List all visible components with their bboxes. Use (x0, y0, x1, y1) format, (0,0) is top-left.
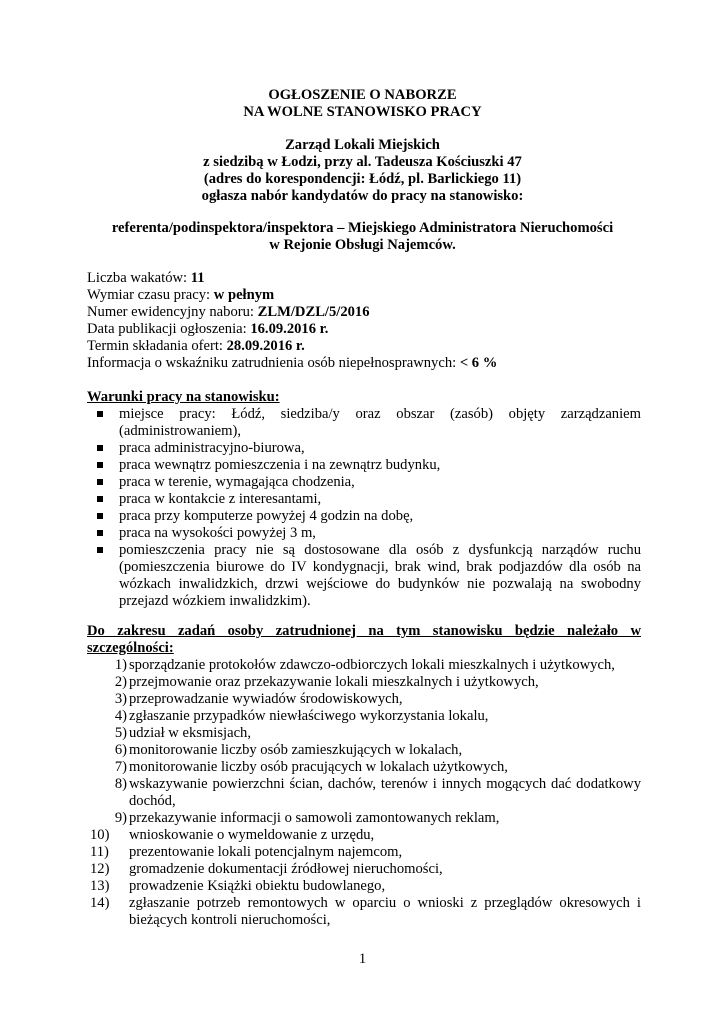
list-item (87, 674, 641, 691)
list-item-text: gromadzenie dokumentacji źródłowej nieruchomości, (129, 861, 443, 877)
item-number: 13) (90, 878, 110, 894)
square-bullet-icon (97, 513, 103, 519)
list-item-text: prezentowanie lokali potencjalnym najemcom, (129, 844, 403, 860)
list-item (87, 895, 641, 929)
conditions-list (87, 406, 641, 610)
list-item (87, 742, 641, 759)
list-item (87, 878, 641, 895)
info-row-vacancies (87, 270, 647, 287)
list-item (87, 491, 641, 508)
list-item (87, 406, 641, 440)
square-bullet-icon (97, 479, 103, 485)
list-item-text: prowadzenie Książki obiektu budowlanego, (129, 878, 386, 894)
info-value: 16.09.2016 r. (250, 321, 329, 337)
info-value: < 6 % (459, 355, 498, 371)
item-number: 7) (114, 759, 127, 775)
square-bullet-icon (97, 445, 103, 451)
info-value: 28.09.2016 r. (226, 338, 305, 354)
item-number: 14) (90, 895, 110, 911)
list-item (87, 759, 641, 776)
list-item (87, 457, 641, 474)
info-value: w pełnym (213, 287, 275, 303)
square-bullet-icon (97, 547, 103, 553)
list-item-text: monitorowanie liczby osób pracujących w lokalach użytkowych, (129, 759, 508, 775)
info-label: Liczba wakatów: (87, 270, 191, 286)
list-item (87, 508, 641, 525)
item-number: 1) (114, 657, 127, 673)
item-number: 11) (90, 844, 109, 860)
list-item-text: wskazywanie powierzchni ścian, dachów, terenów i innych mogących dać dodatkowy dochód, (129, 776, 641, 809)
list-item-text: przeprowadzanie wywiadów środowiskowych, (129, 691, 403, 707)
list-item-text: praca administracyjno-biurowa, (119, 440, 305, 456)
list-item (87, 810, 641, 827)
list-item (87, 844, 641, 861)
list-item-text: praca wewnątrz pomieszczenia i na zewnątrz budynku, (119, 457, 441, 473)
list-item-text: praca w kontakcie z interesantami, (119, 491, 322, 507)
position-title (60, 220, 665, 254)
info-row-publication-date (87, 321, 647, 338)
item-number: 8) (114, 776, 127, 792)
info-row-disability-rate (87, 355, 647, 372)
item-number: 9) (114, 810, 127, 826)
list-item (87, 542, 641, 610)
position-line-1: referenta/podinspektora/inspektora – Miejskiego Administratora Nieruchomości (111, 220, 614, 236)
list-item-text: przekazywanie informacji o samowoli zamontowanych reklam, (129, 810, 500, 826)
list-item-text: miejsce pracy: Łódź, siedziba/y oraz obszar (zasób) objęty zarządzaniem (administrowaniem), (119, 406, 641, 439)
list-item-text: pomieszczenia pracy nie są dostosowane dla osób z dysfunkcją narządów ruchu (pomieszczenia biurowe do IV kondygnacji, brak wind, brak podjazdów dla osób na wózkach inwalidzkich, drzwi wejściowe do budynków nie pozwalają na swobodny przejazd wózkiem inwalidzkim). (119, 542, 641, 609)
item-number: 4) (114, 708, 127, 724)
title-line-1: OGŁOSZENIE O NABORZE (268, 87, 457, 103)
organization-name: Zarząd Lokali Miejskich (285, 137, 440, 153)
duties-heading: Do zakresu zadań osoby zatrudnionej na tym stanowisku będzie należało w szczególności: (87, 623, 641, 656)
position-line-2: w Rejonie Obsługi Najemców. (269, 237, 456, 253)
list-item-text: sporządzanie protokołów zdawczo-odbiorczych lokali mieszkalnych i użytkowych, (129, 657, 615, 673)
item-number: 12) (90, 861, 110, 877)
info-label: Wymiar czasu pracy: (87, 287, 214, 303)
list-item (87, 525, 641, 542)
square-bullet-icon (97, 530, 103, 536)
item-number: 10) (90, 827, 110, 843)
recruitment-info (87, 270, 647, 372)
conditions-heading: Warunki pracy na stanowisku: (87, 389, 280, 405)
page-number: 1 (358, 951, 367, 967)
list-item-text: przejmowanie oraz przekazywanie lokali mieszkalnych i użytkowych, (129, 674, 539, 690)
square-bullet-icon (97, 496, 103, 502)
list-item-text: zgłaszanie potrzeb remontowych w oparciu o wnioski z przeglądów okresowych i bieżących kontroli nieruchomości, (129, 895, 641, 928)
item-number: 3) (114, 691, 127, 707)
title-line-2: NA WOLNE STANOWISKO PRACY (243, 104, 482, 120)
item-number: 6) (114, 742, 127, 758)
info-label: Numer ewidencyjny naboru: (87, 304, 258, 320)
info-value: ZLM/DZL/5/2016 (257, 304, 370, 320)
list-item (87, 708, 641, 725)
list-item-text: wnioskowanie o wymeldowanie z urzędu, (129, 827, 375, 843)
duties-list (87, 657, 641, 929)
list-item-text: praca w terenie, wymagająca chodzenia, (119, 474, 355, 490)
info-value: 11 (190, 270, 205, 286)
info-row-reference-number (87, 304, 647, 321)
list-item-text: zgłaszanie przypadków niewłaściwego wykorzystania lokalu, (129, 708, 489, 724)
info-label: Termin składania ofert: (87, 338, 227, 354)
announcement-text: ogłasza nabór kandydatów do pracy na stanowisko: (201, 188, 524, 204)
list-item (87, 657, 641, 674)
organization-address: z siedzibą w Łodzi, przy al. Tadeusza Kościuszki 47 (203, 154, 522, 170)
list-item (87, 474, 641, 491)
item-number: 2) (114, 674, 127, 690)
info-row-working-time (87, 287, 647, 304)
list-item (87, 691, 641, 708)
list-item (87, 861, 641, 878)
list-item-text: monitorowanie liczby osób zamieszkujących w lokalach, (129, 742, 463, 758)
list-item (87, 725, 641, 742)
list-item-text: praca na wysokości powyżej 3 m, (119, 525, 316, 541)
info-label: Informacja o wskaźniku zatrudnienia osób niepełnosprawnych: (87, 355, 460, 371)
square-bullet-icon (97, 462, 103, 468)
organization-block (60, 137, 665, 205)
correspondence-address: (adres do korespondencji: Łódź, pl. Barlickiego 11) (203, 171, 522, 187)
list-item-text: praca przy komputerze powyżej 4 godzin na dobę, (119, 508, 414, 524)
square-bullet-icon (97, 411, 103, 417)
info-label: Data publikacji ogłoszenia: (87, 321, 251, 337)
list-item-text: udział w eksmisjach, (129, 725, 251, 741)
list-item (87, 776, 641, 810)
document-title (60, 87, 665, 121)
item-number: 5) (114, 725, 127, 741)
list-item (87, 440, 641, 457)
info-row-deadline (87, 338, 647, 355)
list-item (87, 827, 641, 844)
